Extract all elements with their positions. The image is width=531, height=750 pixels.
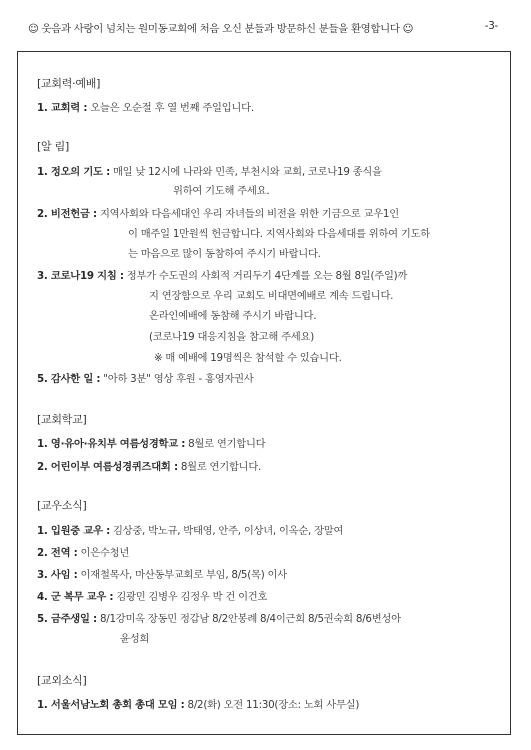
item-label: 2. 전역 :: [37, 547, 78, 559]
list-item-resignation: [37, 566, 287, 581]
item-text-continued: 위하여 기도해 주세요.: [173, 185, 270, 197]
list-item-covid-guidelines: [37, 267, 407, 282]
list-item-bible-quiz: [37, 458, 261, 473]
item-text: "아하 3분" 영상 후원 - 홍영자권사: [103, 373, 254, 385]
item-label: 1. 입원중 교우 :: [37, 525, 110, 537]
item-label: 4. 군 복무 교우 :: [37, 591, 114, 603]
page-number: -3-: [484, 20, 498, 32]
item-text: 8/2(화) 오전 11:30(장소: 노회 사무실): [187, 699, 360, 711]
section-title-members: [교우소식]: [37, 499, 87, 512]
item-label: 5. 금주생일 :: [37, 613, 97, 625]
list-item-vision-offering: [37, 205, 399, 220]
item-label: 2. 어린이부 여름성경퀴즈대회 :: [37, 461, 178, 473]
item-text-continued: 윤성희: [120, 633, 150, 645]
list-item-summer-bible-school: [37, 435, 265, 450]
item-text-continued: 온라인예배에 동참해 주시기 바랍니다.: [149, 310, 317, 322]
item-label: 3. 코로나19 지침 :: [37, 270, 124, 282]
section-title-notices: [알 림]: [37, 140, 70, 153]
item-text-continued: ※ 매 예배에 19명씩은 참석할 수 있습니다.: [154, 352, 342, 364]
item-text: 매일 낮 12시에 나라와 민족, 부천시와 교회, 코로나19 종식을: [112, 166, 382, 178]
item-text: 이재철목사, 마산동부교회로 부임, 8/5(목) 이사: [80, 569, 287, 581]
item-text: 8/1강미옥 장동민 정갑남 8/2안봉례 8/4이근희 8/5권숙희 8/6변성아: [99, 613, 401, 625]
item-text-continued: 는 마음으로 많이 동참하여 주시기 바랍니다.: [128, 248, 321, 260]
list-item-thanks: [37, 370, 254, 385]
item-label: 3. 사임 :: [37, 569, 78, 581]
item-text: 지역사회와 다음세대인 우리 자녀들의 비전을 위한 기금으로 교우1인: [99, 208, 399, 220]
list-item-hospitalized: [37, 522, 343, 537]
item-text-continued: (코로나19 대응지침을 참고해 주세요): [149, 331, 314, 343]
item-text: 8월로 연기합니다: [188, 438, 266, 450]
item-label: 1. 교회력 :: [37, 102, 88, 114]
item-text: 김상중, 박노규, 박태영, 안주, 이상녀, 이옥순, 장말여: [112, 525, 344, 537]
item-text: 8월로 연기합니다.: [180, 461, 262, 473]
item-label: 1. 정오의 기도 :: [37, 166, 110, 178]
list-item-presbytery-meeting: [37, 696, 359, 711]
list-item-church-calendar: [37, 99, 254, 114]
list-item-military-service: [37, 588, 267, 603]
item-text-continued: 지 연장함으로 우리 교회도 비대면예배로 계속 드립니다.: [149, 290, 394, 302]
section-title-school: [교회학교]: [37, 413, 87, 426]
item-label: 1. 영·유아·유치부 여름성경학교 :: [37, 438, 186, 450]
section-title-external: [교외소식]: [37, 674, 87, 687]
item-text: 정부가 수도권의 사회적 거리두기 4단계를 오는 8월 8일(주일)까: [126, 270, 408, 282]
list-item-discharge: [37, 544, 129, 559]
header-greeting: ☺ 웃음과 사랑이 넘치는 원미동교회에 처음 오신 분들과 방문하신 분들을 환영합니다 ☺: [28, 23, 414, 35]
item-label: 2. 비전헌금 :: [37, 208, 97, 220]
section-title-worship: [교회력·예배]: [37, 77, 101, 90]
item-label: 1. 서울서남노회 총회 총대 모임 :: [37, 699, 185, 711]
item-label: 5. 감사한 일 :: [37, 373, 101, 385]
item-text: 이은수청년: [80, 547, 130, 559]
list-item-noon-prayer: [37, 163, 382, 178]
list-item-birthdays: [37, 610, 401, 625]
item-text: 오늘은 오순절 후 열 번째 주일입니다.: [90, 102, 254, 114]
page-header: [28, 20, 498, 35]
bulletin-frame: [17, 51, 511, 735]
item-text: 김광민 김병우 김정우 박 건 이건호: [116, 591, 268, 603]
item-text-continued: 이 매주일 1만원씩 헌금합니다. 지역사회와 다음세대를 위하여 기도하: [128, 228, 430, 240]
